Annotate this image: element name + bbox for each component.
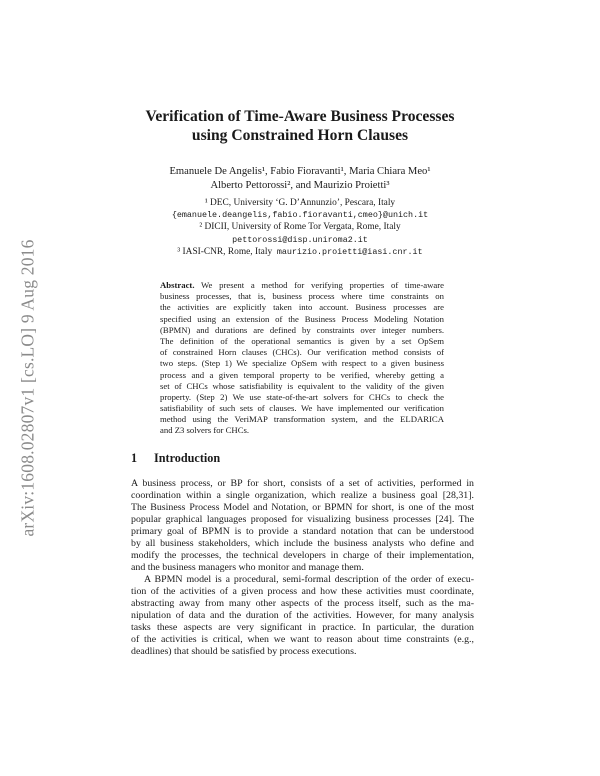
body-line: and the business managers who monitor and manage them. (131, 562, 364, 574)
body-line: primary goal of BPMN is to provide a standard notation that can be understood (131, 526, 474, 538)
arxiv-sidebar-stamp (0, 0, 56, 776)
affiliation-3-email: maurizio.proietti@iasi.cnr.it (276, 246, 423, 257)
body-line: A business process, or BP for short, consists of a set of activities, performed in (131, 478, 474, 489)
section-heading (131, 451, 220, 466)
abstract-line: The definition of the operational semantics is given by a set OpSem (160, 335, 444, 346)
body-line: coordination within a single organization, which realize a business goal [28,31]. (131, 490, 474, 502)
abstract-label: Abstract. (160, 280, 195, 290)
affiliation-1-email: {emanuele.deangelis,fabio.fioravanti,cmeo}@unich.it (171, 210, 429, 221)
abstract-line: and Z3 solvers for CHCs. (160, 425, 250, 436)
body-line: deadlines) that should be satisfied by process executions. (131, 646, 357, 658)
abstract-line: two steps. (Step 1) We specialize OpSem with respect to a given business (160, 358, 444, 369)
abstract-line: specified using an extension of the Business Process Modeling Notation (160, 313, 444, 324)
body-line: abstracting away from many other aspects of the process itself, such as the ma- (131, 598, 474, 610)
section-number: 1 (131, 451, 138, 465)
abstract-line: set of CHCs whose satisfiability is equivalent to the validity of the given (160, 380, 444, 391)
authors-line-1: Emanuele De Angelis¹, Fabio Fioravanti¹, Maria Chiara Meo¹ (169, 166, 431, 177)
arxiv-identifier: arXiv:1608.02807v1 [cs.LO] 9 Aug 2016 (17, 239, 38, 537)
abstract-line: process and a given temporal property to be verified, whereby getting a (160, 369, 444, 380)
affiliations (60, 197, 540, 258)
paper-title (60, 107, 540, 145)
authors-line-2: Alberto Pettorossi², and Maurizio Proietti³ (210, 179, 390, 191)
body-line: of the activities is critical, when we want to reason about time constraints (e.g., (131, 634, 474, 646)
abstract-line: property. (Step 2) We use state-of-the-art solvers for CHCs to check the (160, 391, 444, 402)
affiliation-3: ³ IASI-CNR, Rome, Italy (177, 246, 273, 257)
affiliation-2-email: pettorossi@disp.uniroma2.it (232, 234, 368, 245)
section-title: Introduction (154, 451, 221, 465)
abstract-line: the activities are explicitly taken into account. Business processes are (160, 302, 444, 313)
intro-paragraph-2 (131, 574, 474, 658)
abstract-line: satisfiability of such sets of clauses. We have implemented our verification (160, 403, 444, 414)
body-line: modify the processes, the technical developers in charge of their implementation, (131, 550, 474, 562)
body-line: A BPMN model is a procedural, semi-formal description of the order of execu- (144, 574, 474, 585)
abstract (160, 280, 444, 437)
affiliation-1: ¹ DEC, University ‘G. D’Annunzio’, Pescara, Italy (204, 198, 396, 208)
author-list (60, 165, 540, 192)
abstract-line: (BPMN) and durations are defined by constraints over integer numbers. (160, 324, 444, 335)
body-line: popular graphical languages proposed for visualizing business processes [24]. The (131, 514, 474, 526)
body-line: nipulation of data and the duration of the activities. However, for many analysis (131, 610, 474, 622)
abstract-line: Abstract. We present a method for verifying properties of time-aware (160, 280, 444, 290)
abstract-line: business processes, that is, business process where time constraints on (160, 291, 444, 302)
body-line: tion of the activities of a given process and how these activities must coordinate, (131, 586, 474, 598)
abstract-line: method using the VeriMAP transformation system, and the ELDARICA (160, 414, 444, 425)
title-line-2: using Constrained Horn Clauses (191, 127, 409, 144)
body-line: tasks these aspects are very significant in practice. In particular, the duration (131, 622, 474, 634)
affiliation-3-row (60, 246, 540, 258)
affiliation-2: ² DICII, University of Rome Tor Vergata, Rome, Italy (199, 222, 401, 233)
abstract-line: of constrained Horn clauses (CHCs). Our verification method consists of (160, 347, 444, 358)
title-line-1: Verification of Time-Aware Business Processes (145, 108, 455, 125)
body-line: by all business stakeholders, which include the business analysts who define and (131, 538, 474, 550)
body-line: The Business Process Model and Notation, or BPMN for short, is one of the most (131, 502, 474, 514)
intro-paragraph-1 (131, 478, 474, 574)
